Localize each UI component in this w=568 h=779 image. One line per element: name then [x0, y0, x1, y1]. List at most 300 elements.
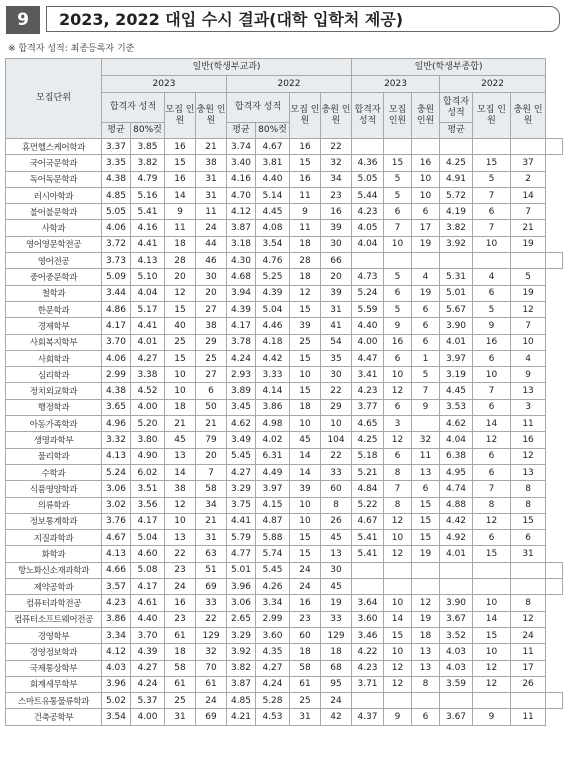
value-cell — [546, 579, 563, 595]
dept-name-cell: 정치외교학과 — [6, 383, 102, 399]
value-cell: 4.41 — [227, 513, 256, 529]
value-cell: 9 — [473, 318, 511, 334]
value-cell: 4.13 — [131, 253, 165, 269]
value-cell: 4.01 — [440, 334, 473, 350]
value-cell: 22 — [321, 448, 352, 464]
value-cell: 5.72 — [440, 187, 473, 203]
value-cell: 12 — [384, 513, 412, 529]
value-cell: 5.01 — [440, 285, 473, 301]
value-cell: 3.82 — [131, 155, 165, 171]
value-cell: 16 — [290, 139, 321, 155]
year-header: 2023 — [352, 76, 440, 93]
value-cell: 15 — [412, 513, 440, 529]
value-cell: 3.45 — [227, 399, 256, 415]
value-cell: 4.01 — [440, 546, 473, 562]
value-cell: 28 — [165, 253, 196, 269]
value-cell: 4.13 — [102, 448, 131, 464]
value-cell: 3.02 — [102, 497, 131, 513]
quota-header: 모집 인원 — [165, 93, 196, 139]
value-cell: 10 — [290, 367, 321, 383]
dept-name-cell: 컴퓨터소프트웨어전공 — [6, 611, 102, 627]
value-cell: 15 — [165, 301, 196, 317]
value-cell: 3.92 — [440, 236, 473, 252]
value-cell: 4.00 — [131, 709, 165, 725]
value-cell: 3.41 — [352, 367, 384, 383]
value-cell: 21 — [511, 220, 546, 236]
value-cell: 30 — [321, 367, 352, 383]
value-cell: 4.25 — [352, 432, 384, 448]
value-cell: 3.64 — [352, 595, 384, 611]
value-cell: 11 — [511, 709, 546, 725]
value-cell: 26 — [511, 676, 546, 692]
value-cell: 1 — [412, 350, 440, 366]
value-cell: 45 — [321, 579, 352, 595]
value-cell: 15 — [290, 383, 321, 399]
value-cell: 12 — [165, 285, 196, 301]
value-cell: 58 — [196, 481, 227, 497]
table-row — [6, 660, 563, 676]
value-cell: 5.45 — [256, 562, 290, 578]
value-cell: 79 — [196, 432, 227, 448]
value-cell: 10 — [473, 367, 511, 383]
value-cell: 8 — [384, 464, 412, 480]
value-cell — [412, 416, 440, 432]
value-cell: 5.05 — [352, 171, 384, 187]
value-cell: 4.06 — [102, 220, 131, 236]
value-cell: 3.67 — [440, 611, 473, 627]
value-cell: 3.38 — [131, 367, 165, 383]
value-cell: 39 — [290, 481, 321, 497]
value-cell: 5.74 — [256, 546, 290, 562]
value-cell: 4.03 — [440, 660, 473, 676]
table-row — [6, 220, 563, 236]
value-cell: 12 — [290, 285, 321, 301]
value-cell: 39 — [321, 285, 352, 301]
value-cell: 5.20 — [131, 416, 165, 432]
table-body — [6, 139, 563, 726]
dept-name-cell: 영어전공 — [6, 253, 102, 269]
value-cell: 4.67 — [102, 530, 131, 546]
value-cell: 12 — [511, 448, 546, 464]
value-cell: 6.31 — [256, 448, 290, 464]
value-cell: 3.34 — [102, 627, 131, 643]
group-header-jonghap: 일반(학생부종합) — [352, 59, 546, 76]
value-cell: 10 — [290, 497, 321, 513]
value-cell: 5 — [511, 269, 546, 285]
value-cell: 15 — [384, 155, 412, 171]
value-cell: 26 — [321, 513, 352, 529]
table-row — [6, 546, 563, 562]
value-cell — [546, 693, 563, 709]
value-cell: 4.24 — [256, 676, 290, 692]
value-cell: 14 — [473, 611, 511, 627]
dept-name-cell: 회계세무학부 — [6, 676, 102, 692]
value-cell: 61 — [196, 676, 227, 692]
value-cell: 8 — [384, 497, 412, 513]
value-cell: 5.45 — [227, 448, 256, 464]
value-cell: 25 — [165, 693, 196, 709]
value-cell: 4.42 — [256, 350, 290, 366]
value-cell: 21 — [165, 416, 196, 432]
value-cell: 6 — [473, 350, 511, 366]
value-cell: 18 — [290, 269, 321, 285]
value-cell: 15 — [384, 627, 412, 643]
value-cell: 6 — [412, 204, 440, 220]
value-cell: 24 — [321, 693, 352, 709]
value-cell: 3.73 — [102, 253, 131, 269]
value-cell: 7 — [384, 220, 412, 236]
value-cell: 10 — [412, 171, 440, 187]
dept-name-cell: 항노화신소재과학과 — [6, 562, 102, 578]
value-cell: 4.04 — [131, 285, 165, 301]
value-cell: 5.10 — [131, 269, 165, 285]
value-cell: 11 — [412, 448, 440, 464]
value-cell: 2 — [511, 171, 546, 187]
value-cell: 12 — [384, 383, 412, 399]
value-cell: 24 — [290, 579, 321, 595]
value-cell: 44 — [196, 236, 227, 252]
value-cell: 30 — [196, 269, 227, 285]
value-cell: 9 — [165, 204, 196, 220]
value-cell: 6 — [473, 448, 511, 464]
value-cell: 45 — [290, 432, 321, 448]
dept-name-cell: 불어불문학과 — [6, 204, 102, 220]
table-row — [6, 513, 563, 529]
value-cell: 4.61 — [131, 595, 165, 611]
value-cell: 5.05 — [102, 204, 131, 220]
table-row — [6, 579, 563, 595]
value-cell: 6 — [412, 709, 440, 725]
value-cell: 4.39 — [256, 285, 290, 301]
value-cell: 10 — [384, 595, 412, 611]
value-cell: 15 — [165, 350, 196, 366]
value-cell: 16 — [290, 171, 321, 187]
value-cell: 7 — [511, 318, 546, 334]
value-cell: 12 — [384, 432, 412, 448]
value-cell: 18 — [412, 627, 440, 643]
table-row — [6, 693, 563, 709]
value-cell — [412, 562, 440, 578]
value-cell: 10 — [384, 236, 412, 252]
value-cell: 10 — [165, 513, 196, 529]
value-cell: 2.65 — [227, 611, 256, 627]
value-cell: 16 — [165, 595, 196, 611]
dept-name-cell: 심리학과 — [6, 367, 102, 383]
value-cell: 9 — [290, 204, 321, 220]
value-cell — [440, 693, 473, 709]
value-cell: 17 — [511, 660, 546, 676]
value-cell: 4.95 — [440, 464, 473, 480]
value-cell: 6 — [384, 350, 412, 366]
value-cell: 5 — [412, 367, 440, 383]
value-cell: 4.23 — [102, 595, 131, 611]
value-cell: 4.62 — [440, 416, 473, 432]
table-row — [6, 269, 563, 285]
value-cell: 16 — [165, 139, 196, 155]
value-cell: 4.53 — [256, 709, 290, 725]
dept-name-cell: 수학과 — [6, 464, 102, 480]
value-cell: 6 — [412, 301, 440, 317]
quota-header: 모집 인원 — [384, 93, 412, 139]
value-cell: 4.74 — [440, 481, 473, 497]
value-cell: 45 — [165, 432, 196, 448]
dept-name-cell: 컴퓨터과학전공 — [6, 595, 102, 611]
value-cell: 11 — [196, 204, 227, 220]
value-cell: 12 — [511, 611, 546, 627]
value-cell: 6 — [196, 383, 227, 399]
value-cell: 13 — [412, 644, 440, 660]
value-cell: 18 — [290, 644, 321, 660]
value-cell: 5.22 — [352, 497, 384, 513]
value-cell: 6 — [511, 530, 546, 546]
value-cell: 31 — [321, 301, 352, 317]
value-cell: 4.37 — [352, 709, 384, 725]
value-cell: 29 — [321, 399, 352, 415]
value-cell: 8 — [511, 497, 546, 513]
value-cell: 11 — [290, 187, 321, 203]
value-cell: 3.54 — [256, 236, 290, 252]
value-cell: 5 — [384, 269, 412, 285]
value-cell: 10 — [473, 236, 511, 252]
value-cell: 8 — [511, 595, 546, 611]
value-cell: 4.16 — [131, 220, 165, 236]
score-header: 합격자 성적 — [227, 93, 290, 123]
dept-name-cell: 국어국문학과 — [6, 155, 102, 171]
value-cell: 19 — [412, 611, 440, 627]
value-cell: 3.34 — [256, 595, 290, 611]
table-row — [6, 236, 563, 252]
value-cell: 95 — [321, 676, 352, 692]
value-cell: 18 — [165, 399, 196, 415]
value-cell: 4.23 — [352, 660, 384, 676]
value-cell: 3.87 — [227, 676, 256, 692]
value-cell — [384, 562, 412, 578]
value-cell: 7 — [511, 204, 546, 220]
value-cell: 16 — [290, 595, 321, 611]
value-cell: 4.27 — [131, 350, 165, 366]
value-cell — [440, 562, 473, 578]
value-cell: 11 — [165, 220, 196, 236]
value-cell — [546, 253, 563, 269]
value-cell: 15 — [290, 155, 321, 171]
value-cell: 31 — [290, 709, 321, 725]
value-cell: 22 — [321, 139, 352, 155]
value-cell: 24 — [290, 562, 321, 578]
value-cell: 34 — [196, 497, 227, 513]
value-cell: 31 — [511, 546, 546, 562]
value-cell: 5.01 — [227, 562, 256, 578]
section-number: 9 — [6, 6, 40, 34]
table-row — [6, 432, 563, 448]
value-cell — [384, 139, 412, 155]
value-cell: 3.33 — [256, 367, 290, 383]
table-row — [6, 562, 563, 578]
value-cell: 7 — [473, 481, 511, 497]
value-cell: 5.04 — [256, 301, 290, 317]
avg-header: 평균 — [102, 123, 131, 139]
value-cell: 13 — [511, 383, 546, 399]
value-cell: 3.51 — [131, 481, 165, 497]
value-cell: 3.76 — [102, 513, 131, 529]
value-cell: 15 — [412, 530, 440, 546]
value-cell: 4.39 — [131, 644, 165, 660]
value-cell: 54 — [321, 334, 352, 350]
value-cell: 3.96 — [227, 579, 256, 595]
value-cell: 18 — [165, 644, 196, 660]
value-cell: 42 — [321, 709, 352, 725]
value-cell: 12 — [473, 513, 511, 529]
value-cell: 9 — [384, 318, 412, 334]
table-row — [6, 497, 563, 513]
value-cell: 41 — [321, 318, 352, 334]
dept-name-cell: 행정학과 — [6, 399, 102, 415]
value-cell: 3.32 — [102, 432, 131, 448]
value-cell: 15 — [473, 155, 511, 171]
value-cell: 22 — [321, 383, 352, 399]
table-row — [6, 464, 563, 480]
value-cell: 10 — [473, 595, 511, 611]
value-cell: 6 — [412, 318, 440, 334]
value-cell: 3.49 — [227, 432, 256, 448]
table-row — [6, 318, 563, 334]
value-cell: 4.40 — [131, 611, 165, 627]
admission-results-table — [5, 58, 563, 726]
dept-name-cell: 한문학과 — [6, 301, 102, 317]
dept-name-cell: 중어중문학과 — [6, 269, 102, 285]
value-cell: 4.17 — [131, 579, 165, 595]
value-cell: 12 — [384, 676, 412, 692]
value-cell: 4.35 — [256, 644, 290, 660]
value-cell: 6 — [473, 399, 511, 415]
value-cell: 66 — [321, 253, 352, 269]
value-cell: 4.77 — [227, 546, 256, 562]
table-row — [6, 155, 563, 171]
value-cell: 4.17 — [102, 318, 131, 334]
value-cell: 19 — [511, 285, 546, 301]
value-cell: 3.53 — [440, 399, 473, 415]
value-cell: 61 — [290, 676, 321, 692]
value-cell: 21 — [196, 513, 227, 529]
value-cell: 3.60 — [352, 611, 384, 627]
fill-header: 충원 인원 — [321, 93, 352, 139]
value-cell: 16 — [321, 204, 352, 220]
value-cell: 12 — [165, 497, 196, 513]
value-cell: 12 — [511, 301, 546, 317]
value-cell — [473, 253, 511, 269]
year-header: 2022 — [440, 76, 546, 93]
value-cell: 4.03 — [102, 660, 131, 676]
value-cell: 32 — [412, 432, 440, 448]
value-cell: 24 — [196, 693, 227, 709]
value-cell: 5.24 — [352, 285, 384, 301]
value-cell — [473, 693, 511, 709]
value-cell: 5 — [384, 301, 412, 317]
fill-header: 충원 인원 — [511, 93, 546, 139]
value-cell: 3.94 — [227, 285, 256, 301]
value-cell: 14 — [511, 187, 546, 203]
value-cell: 4.67 — [256, 139, 290, 155]
value-cell: 4.41 — [131, 236, 165, 252]
value-cell: 3.06 — [227, 595, 256, 611]
section-title: 2023, 2022 대입 수시 결과(대학 입학처 제공) — [46, 6, 560, 32]
value-cell: 25 — [290, 334, 321, 350]
dept-name-cell: 철학과 — [6, 285, 102, 301]
table-row — [6, 204, 563, 220]
value-cell: 4.45 — [256, 204, 290, 220]
value-cell: 10 — [473, 644, 511, 660]
value-cell: 12 — [384, 546, 412, 562]
value-cell: 3.18 — [227, 236, 256, 252]
value-cell: 68 — [321, 660, 352, 676]
value-cell: 6 — [384, 204, 412, 220]
value-cell: 23 — [165, 562, 196, 578]
value-cell: 5.37 — [131, 693, 165, 709]
value-cell: 4.16 — [227, 171, 256, 187]
value-cell: 19 — [412, 236, 440, 252]
value-cell: 19 — [412, 285, 440, 301]
table-row — [6, 481, 563, 497]
value-cell: 3.72 — [102, 236, 131, 252]
value-cell: 30 — [321, 236, 352, 252]
value-cell: 8 — [412, 676, 440, 692]
value-cell — [384, 253, 412, 269]
value-cell: 24 — [511, 627, 546, 643]
dept-name-cell: 정보통계학과 — [6, 513, 102, 529]
dept-name-cell: 의류학과 — [6, 497, 102, 513]
value-cell: 4.27 — [131, 660, 165, 676]
value-cell: 69 — [196, 579, 227, 595]
value-cell: 21 — [196, 139, 227, 155]
value-cell: 24 — [196, 220, 227, 236]
value-cell: 58 — [165, 660, 196, 676]
value-cell: 4.26 — [256, 579, 290, 595]
value-cell: 3.89 — [227, 383, 256, 399]
value-cell: 4.01 — [131, 334, 165, 350]
value-cell — [412, 253, 440, 269]
value-cell: 8 — [321, 497, 352, 513]
value-cell: 6 — [412, 481, 440, 497]
dept-header: 모집단위 — [6, 59, 102, 139]
value-cell: 3.67 — [440, 709, 473, 725]
value-cell: 31 — [196, 530, 227, 546]
value-cell: 25 — [196, 350, 227, 366]
value-cell: 10 — [290, 513, 321, 529]
dept-name-cell: 지질과학과 — [6, 530, 102, 546]
value-cell: 45 — [321, 530, 352, 546]
value-cell: 14 — [165, 464, 196, 480]
value-cell: 4.52 — [131, 383, 165, 399]
table-row — [6, 676, 563, 692]
value-cell: 5.09 — [102, 269, 131, 285]
value-cell: 23 — [290, 611, 321, 627]
value-cell: 3.86 — [256, 399, 290, 415]
value-cell: 5 — [384, 171, 412, 187]
value-cell: 39 — [321, 220, 352, 236]
dept-name-cell: 식품영양학과 — [6, 481, 102, 497]
value-cell: 3.57 — [102, 579, 131, 595]
value-cell: 32 — [321, 155, 352, 171]
value-cell: 32 — [196, 644, 227, 660]
value-cell: 3.40 — [227, 155, 256, 171]
value-cell: 20 — [196, 285, 227, 301]
value-cell — [384, 579, 412, 595]
value-cell: 5.18 — [352, 448, 384, 464]
value-cell: 15 — [511, 513, 546, 529]
value-cell: 5.16 — [131, 187, 165, 203]
value-cell: 4.40 — [256, 171, 290, 187]
value-cell — [412, 693, 440, 709]
value-cell: 69 — [196, 709, 227, 725]
